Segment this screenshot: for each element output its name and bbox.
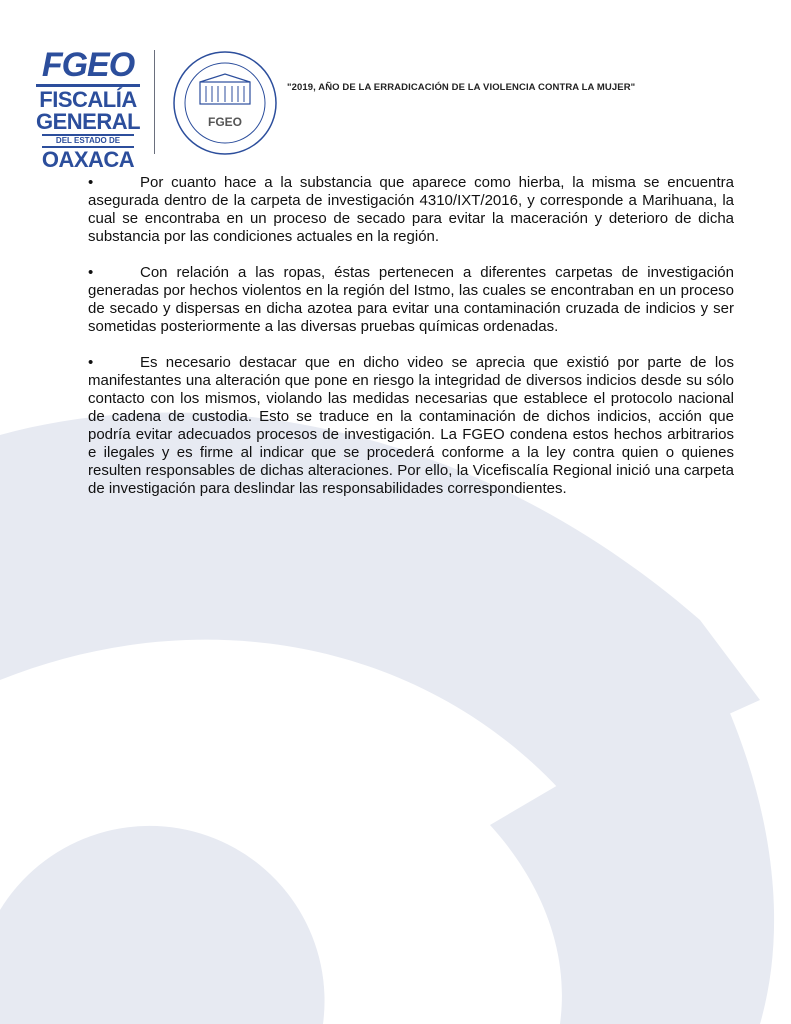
header-divider bbox=[154, 50, 155, 154]
year-motto: "2019, AÑO DE LA ERRADICACIÓN DE LA VIOLENCIA CONTRA LA MUJER" bbox=[287, 82, 636, 93]
bullet: • bbox=[88, 264, 94, 281]
letterhead bbox=[0, 0, 791, 170]
paragraph-2 bbox=[88, 264, 734, 336]
logo-fiscalia: FISCALÍA bbox=[39, 87, 137, 112]
paragraph-text: Por cuanto hace a la substancia que aparece como hierba, la misma se encuentra asegurada dentro de la carpeta de investigación 4310/IXT/2016, y corresponde a Marihuana, la cual se encontraba en un proceso de secado para evitar la maceración y deterioro de dicha substancia por las condiciones actuales en la región. bbox=[88, 174, 734, 245]
paragraph-1 bbox=[88, 174, 734, 246]
bullet: • bbox=[88, 174, 94, 191]
logo-fgeo: FGEO bbox=[41, 46, 135, 84]
fgeo-seal bbox=[172, 50, 278, 156]
fgeo-logo bbox=[36, 48, 140, 171]
logo-oaxaca: OAXACA bbox=[41, 147, 135, 172]
seal-center-text: FGEO bbox=[207, 115, 243, 129]
watermark-circle bbox=[0, 826, 325, 1024]
logo-del-estado: DEL ESTADO DE bbox=[42, 134, 134, 148]
document-body bbox=[88, 174, 734, 516]
paragraph-text: Es necesario destacar que en dicho video se aprecia que existió por parte de los manifestantes una alteración que pone en riesgo la integridad de diversos indicios desde su sólo contacto con los mismos, violando las medidas necesarias que establece el protocolo nacional de cadena de custodia. Esto se traduce en la contaminación de dichos indicios, acción que podría evitar adecuados procesos de investigación. La FGEO condena estos hechos arbitrarios e ilegales y es firme al indicar que se procederá conforme a la ley contra quien o quienes resulten responsables de dichas alteraciones. Por ello, la Vicefiscalía Regional inició una carpeta de investigación para deslindar las responsabilidades correspondientes. bbox=[88, 354, 734, 497]
logo-general: GENERAL bbox=[36, 109, 141, 134]
bullet: • bbox=[88, 354, 94, 371]
paragraph-3 bbox=[88, 354, 734, 498]
paragraph-text: Con relación a las ropas, éstas pertenecen a diferentes carpetas de investigación generadas por hechos violentos en la región del Istmo, las cuales se encontraban en un proceso de secado y dispersas en dicha azotea para evitar una contaminación cruzada de indicios y ser sometidas posteriormente a las diversas pruebas químicas ordenadas. bbox=[88, 264, 734, 335]
